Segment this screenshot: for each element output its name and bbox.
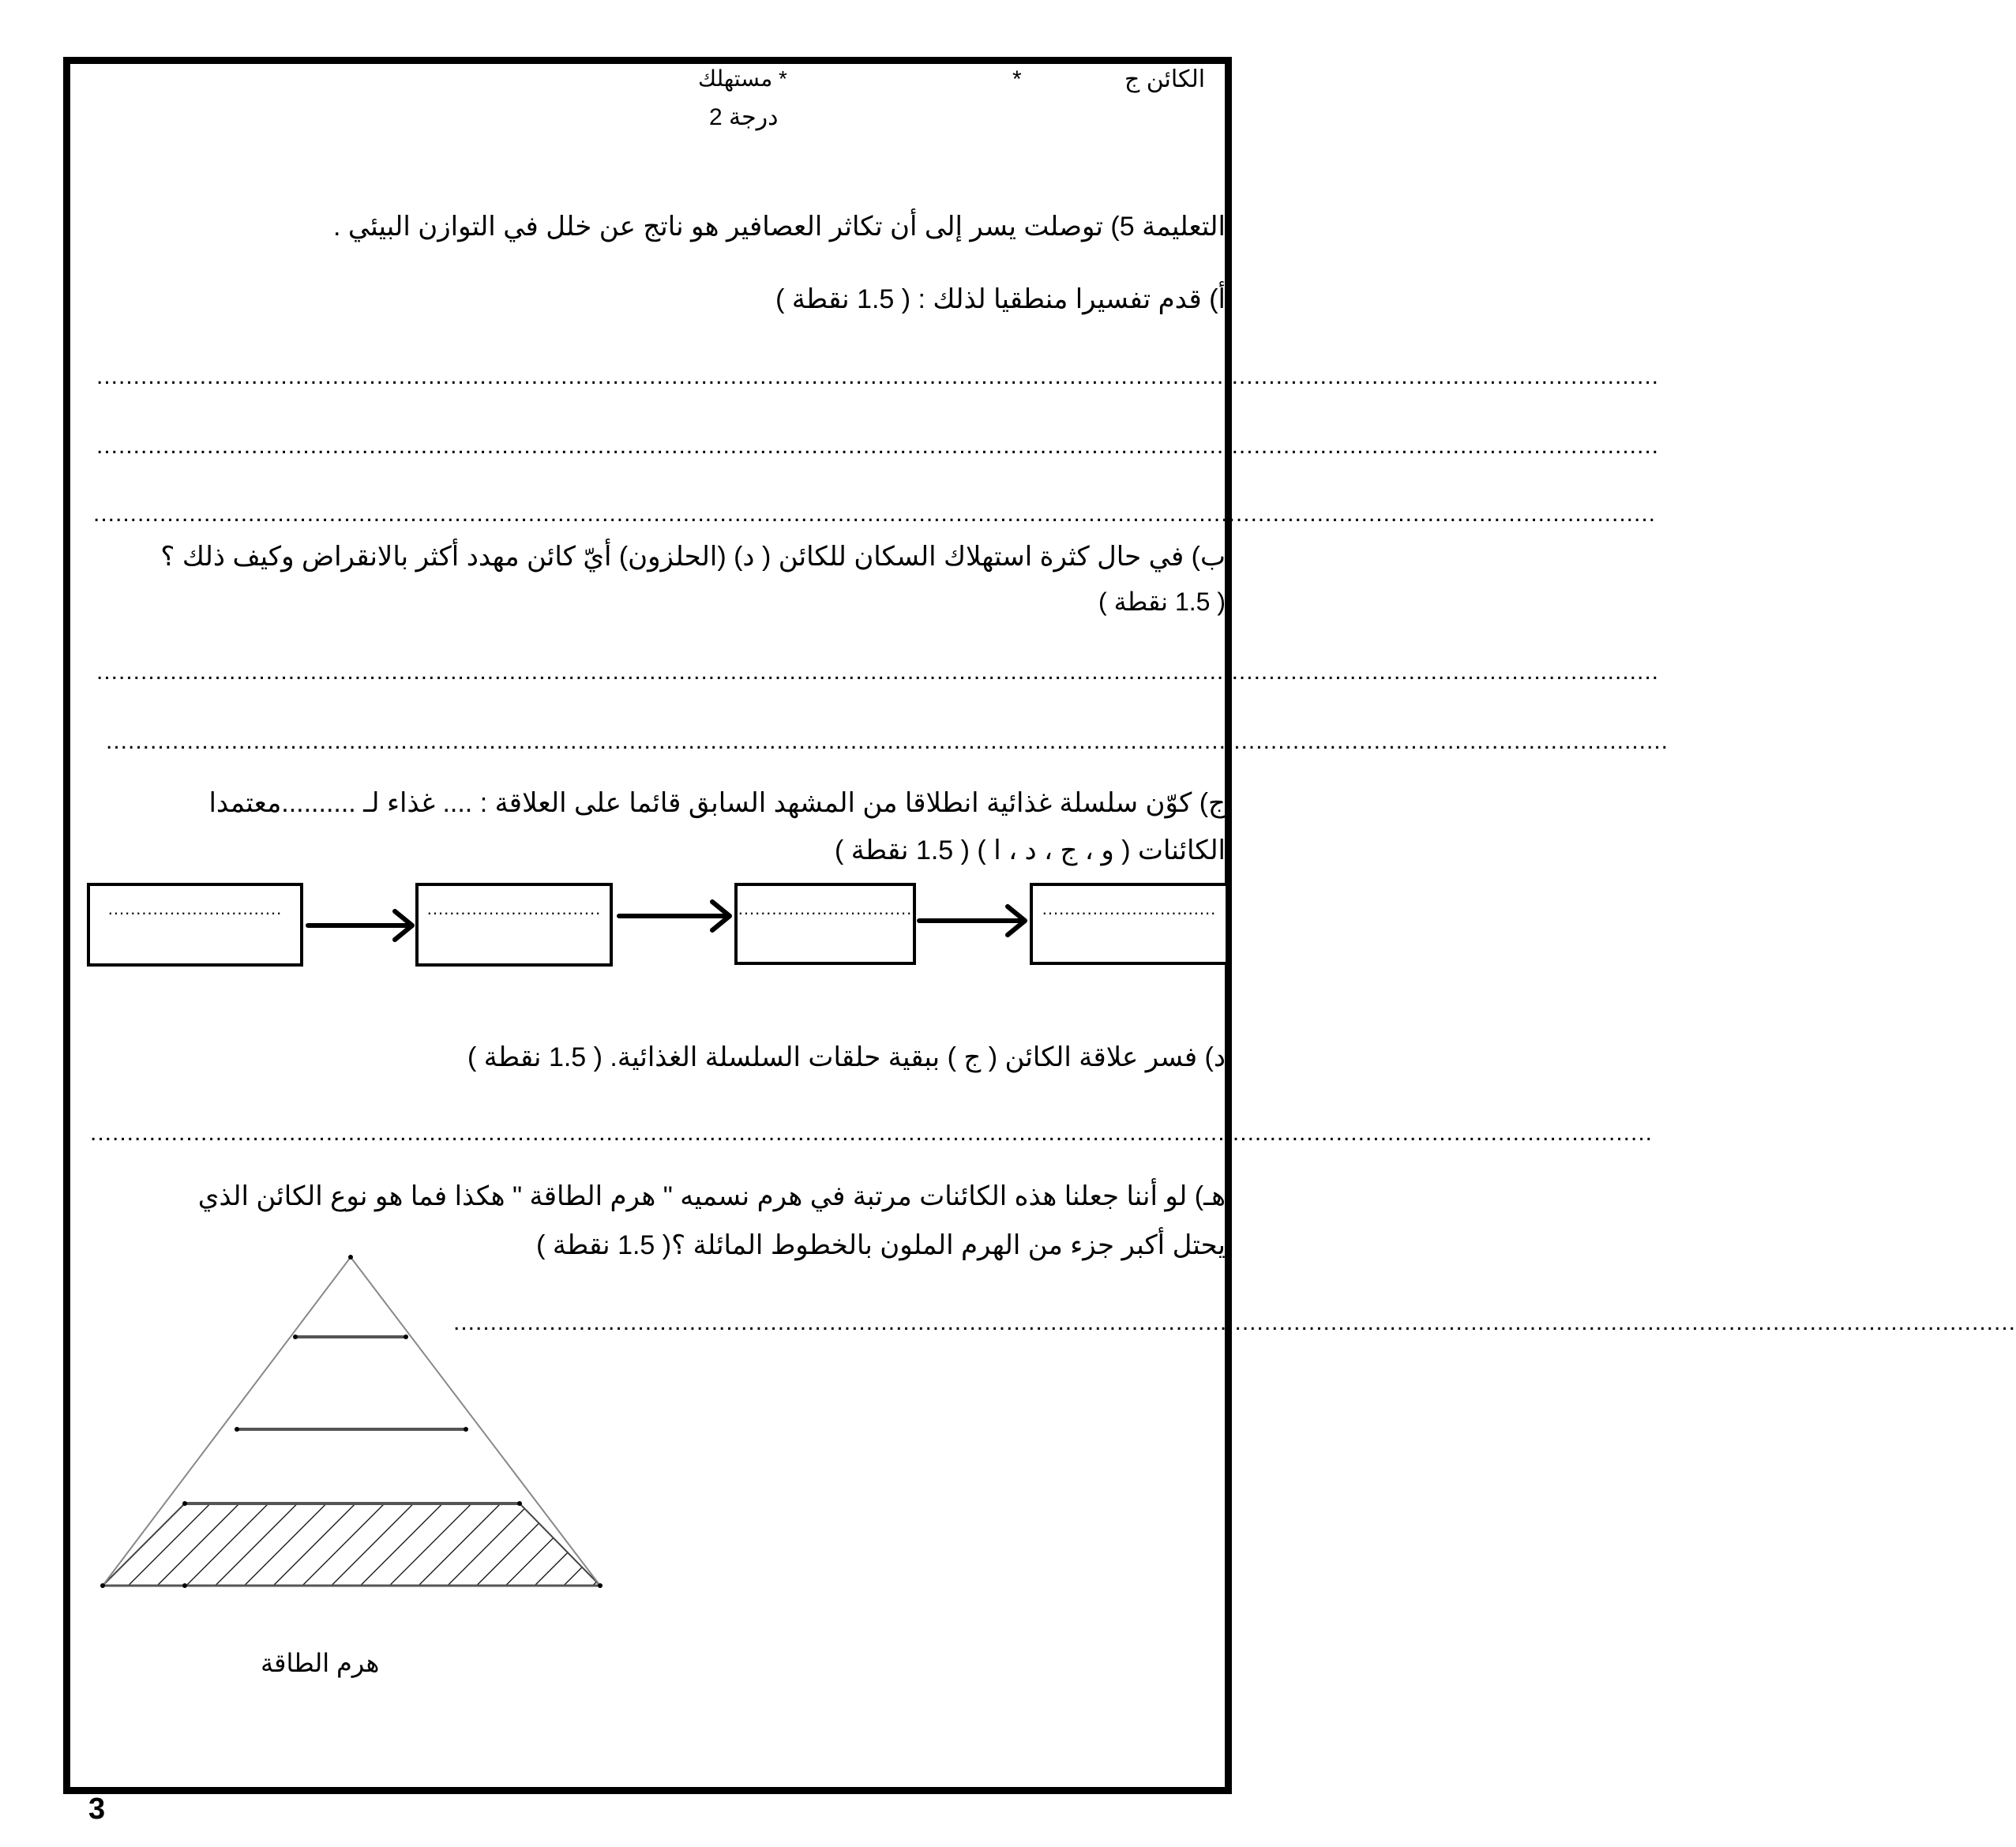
pyramid-base-hatched bbox=[103, 1504, 600, 1586]
consumer-label: * مستهلك bbox=[698, 66, 787, 91]
box-placeholder: ............................... bbox=[1042, 899, 1217, 918]
part-e-question: هـ) لو أننا جعلنا هذه الكائنات مرتبة في هرم نسميه " هرم الطاقة " هكذا فما هو نوع الكائن الذي bbox=[197, 1181, 1226, 1211]
part-b-points: ( 1.5 نقطة ) bbox=[1098, 588, 1226, 616]
part-c-organisms: الكائنات ( و ، ج ، د ، ا ) ( 1.5 نقطة ) bbox=[834, 835, 1226, 865]
part-b-question: ب) في حال كثرة استهلاك السكان للكائن ( د) (الحلزون) أيّ كائن مهدد أكثر بالانقراض وكيف ذلك ؟ bbox=[160, 542, 1226, 572]
answer-line: .................................................................................................................................................................................................................... bbox=[90, 1120, 1654, 1146]
part-a-question: أ) قدم تفسيرا منطقيا لذلك : ( 1.5 نقطة ) bbox=[775, 284, 1226, 314]
instruction-5: التعليمة 5) توصلت يسر إلى أن تكاثر العصافير هو ناتج عن خلل في التوازن البيئي . bbox=[333, 212, 1226, 242]
answer-line: .................................................................................................................................................................................................................... bbox=[96, 433, 1660, 459]
answer-line: .................................................................................................................................................................................................................... bbox=[106, 728, 1669, 754]
answer-line: .................................................................................................................................................................................................................... bbox=[453, 1309, 2016, 1335]
organism-label: الكائن ج bbox=[1124, 66, 1206, 92]
page-number: 3 bbox=[88, 1793, 106, 1826]
box-placeholder: ............................... bbox=[426, 899, 602, 918]
star-mark: * bbox=[1012, 66, 1022, 92]
degree-label: درجة 2 bbox=[709, 104, 779, 130]
pyramid-caption: هرم الطاقة bbox=[261, 1649, 380, 1677]
answer-line: .................................................................................................................................................................................................................... bbox=[93, 501, 1657, 527]
part-e-question-cont: يحتل أكبر جزء من الهرم الملون بالخطوط المائلة ؟( 1.5 نقطة ) bbox=[536, 1230, 1226, 1260]
part-c-question: ج) كوّن سلسلة غذائية انطلاقا من المشهد السابق قائما على العلاقة : .... غذاء لـ ..........معتمدا bbox=[208, 788, 1226, 818]
part-d-question: د) فسر علاقة الكائن ( ج ) ببقية حلقات السلسلة الغذائية. ( 1.5 نقطة ) bbox=[467, 1042, 1226, 1072]
box-placeholder: ............................... bbox=[107, 899, 283, 918]
answer-line: .................................................................................................................................................................................................................... bbox=[96, 659, 1660, 685]
box-placeholder: ............................... bbox=[738, 899, 913, 918]
answer-line: .................................................................................................................................................................................................................... bbox=[96, 363, 1660, 389]
